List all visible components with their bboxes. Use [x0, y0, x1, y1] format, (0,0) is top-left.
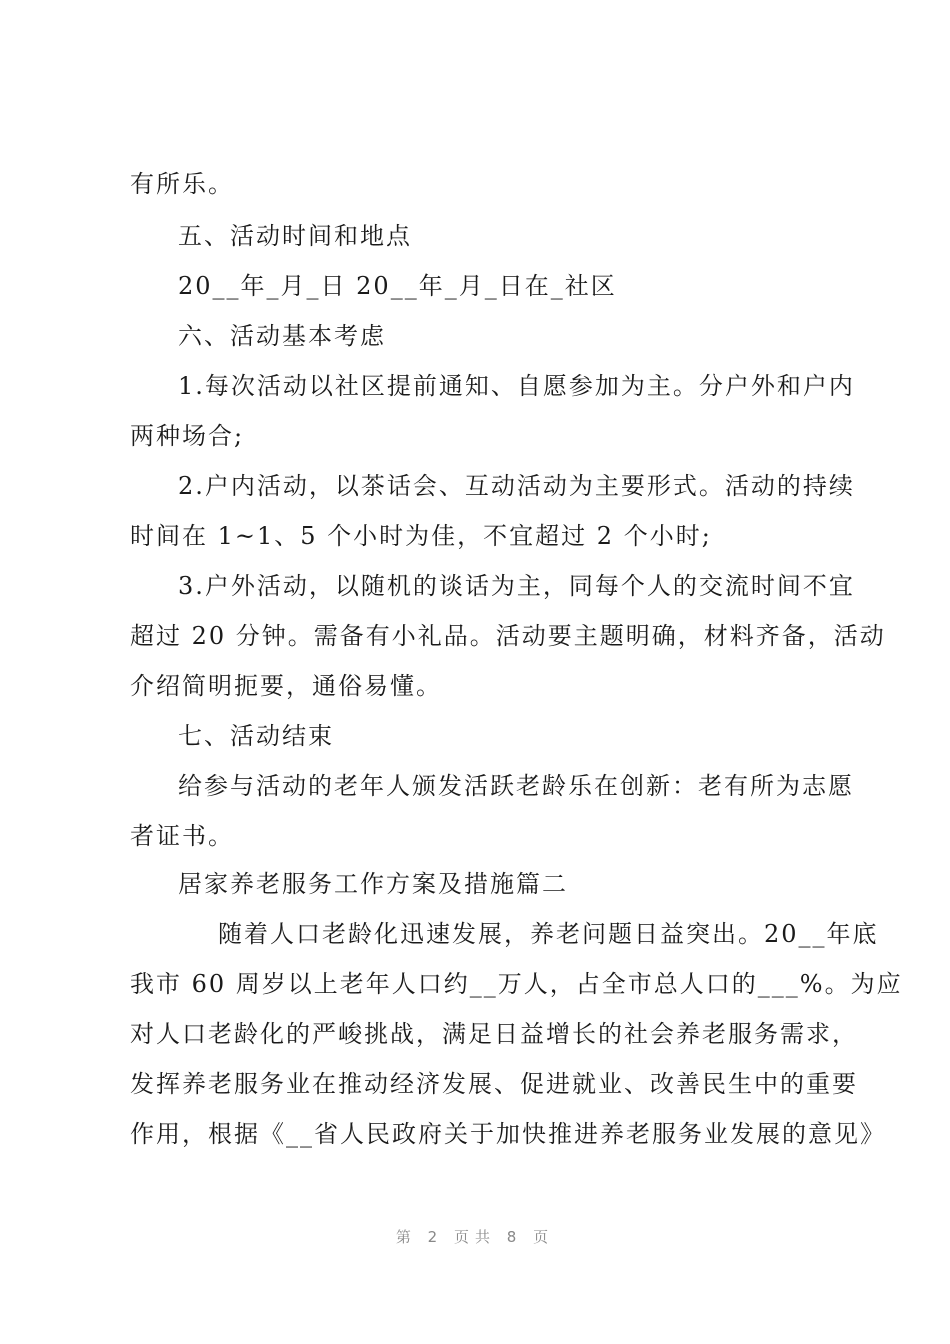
text-line: 两种场合;	[130, 422, 245, 450]
text-line: 3.户外活动，以随机的谈话为主，同每个人的交流时间不宜	[178, 572, 855, 600]
text-line: 超过 20 分钟。需备有小礼品。活动要主题明确，材料齐备，活动	[130, 622, 886, 650]
text-line: 有所乐。	[130, 170, 234, 198]
text-line: 20__年_月_日 20__年_月_日在_社区	[178, 272, 617, 300]
page-footer: 第 2 页共 8 页	[395, 1228, 555, 1246]
text-line: 1.每次活动以社区提前通知、自愿参加为主。分户外和户内	[178, 372, 855, 400]
text-line: 介绍简明扼要，通俗易懂。	[130, 672, 442, 700]
text-line: 作用，根据《__省人民政府关于加快推进养老服务业发展的意见》	[130, 1120, 886, 1148]
section-title: 居家养老服务工作方案及措施篇二	[178, 870, 568, 898]
section-heading: 五、活动时间和地点	[178, 222, 412, 250]
text-line: 发挥养老服务业在推动经济发展、促进就业、改善民生中的重要	[130, 1070, 858, 1098]
section-heading: 六、活动基本考虑	[178, 322, 386, 350]
text-line: 时间在 1~1、5 个小时为佳，不宜超过 2 个小时;	[130, 522, 712, 550]
text-line: 对人口老龄化的严峻挑战，满足日益增长的社会养老服务需求，	[130, 1020, 858, 1048]
text-line: 我市 60 周岁以上老年人口约__万人，占全市总人口的___%。为应	[130, 970, 903, 998]
text-line: 随着人口老龄化迅速发展，养老问题日益突出。20__年底	[218, 920, 879, 948]
text-line: 给参与活动的老年人颁发活跃老龄乐在创新：老有所为志愿	[178, 772, 854, 800]
text-line: 者证书。	[130, 822, 234, 850]
text-line: 2.户内活动，以茶话会、互动活动为主要形式。活动的持续	[178, 472, 855, 500]
section-heading: 七、活动结束	[178, 722, 334, 750]
